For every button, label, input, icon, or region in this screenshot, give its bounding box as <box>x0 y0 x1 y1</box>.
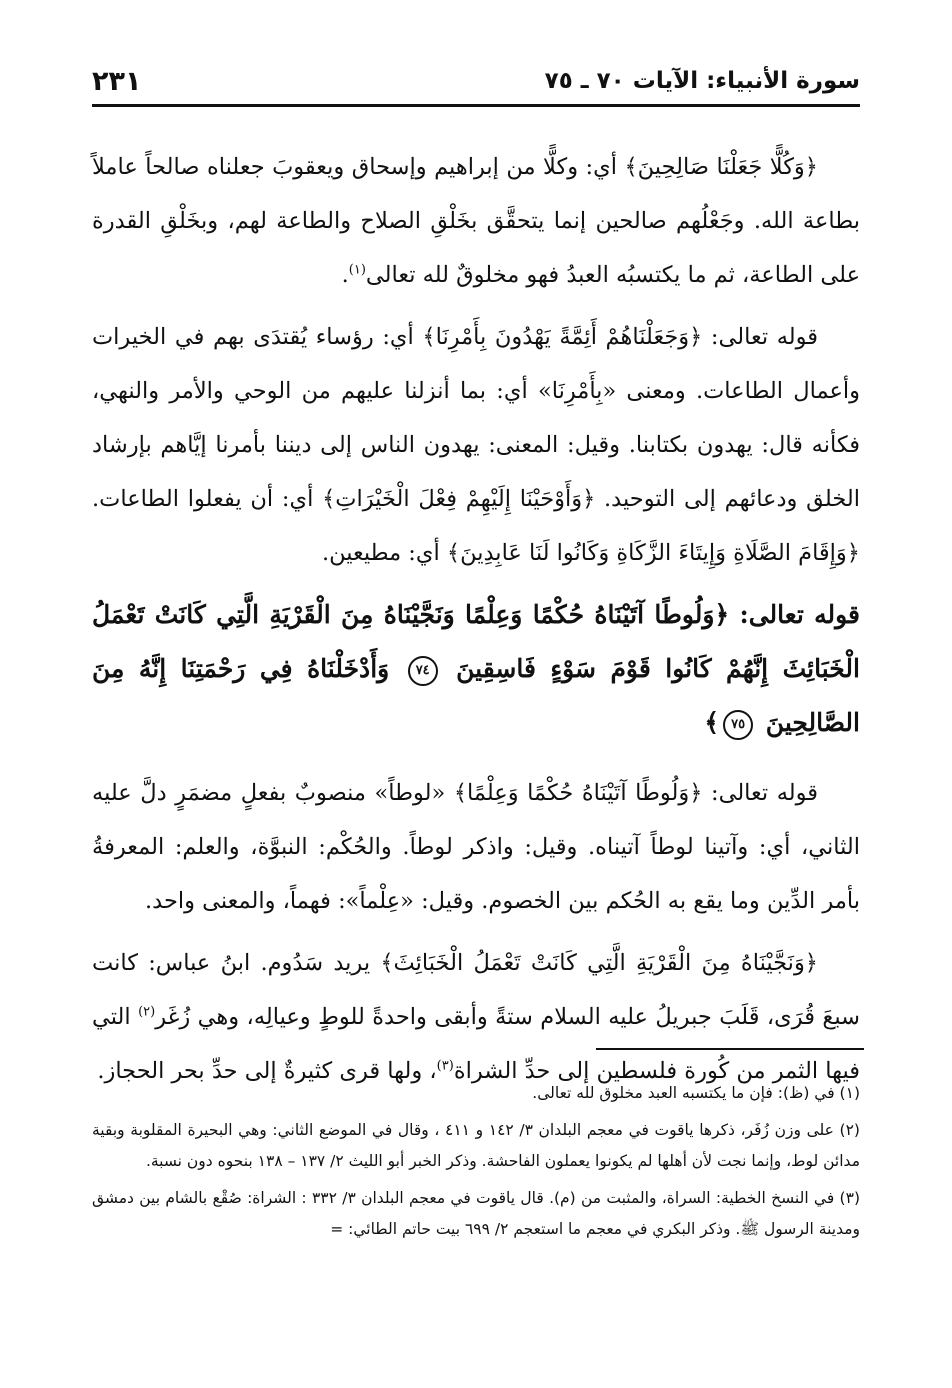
footnotes-section <box>92 1078 860 1251</box>
commentary-text: أي: رؤساء يُقتدَى بهم في الخيرات وأعمال الطاعات. ومعنى «بِأَمْرِنَا» أي: بما أنزلنا عليهم من الوحي والأمر والنهي، فكأنه قال: يهدون بكتابنا. وقيل: المعنى: يهدون الناس إلى ديننا بأمرنا إيَّاهم بإرشاد الخلق ودعائهم إلى التوحيد. <box>92 324 860 512</box>
commentary-text: أي: أن يفعلوا الطاعات. <box>92 486 323 512</box>
commentary-text: أي: مطيعين. <box>321 540 447 566</box>
footnote-ref-3[interactable]: (٣) <box>436 1058 454 1074</box>
footnote-3: (٣) في النسخ الخطية: السراة، والمثبت من (م). قال ياقوت في معجم البلدان ٣/ ٣٣٢ : الشراة: صُقْع بالشام بين دمشق ومدينة الرسول ﷺ. وذكر البكري في معجم ما استعجم ٢/ ٦٩٩ بيت حاتم الطائي: = <box>92 1189 860 1238</box>
quran-quote: ﴿وَجَعَلْنَاهُمْ أَئِمَّةً يَهْدُونَ بِأَمْرِنَا﴾ <box>422 324 703 350</box>
footnote-2: (٢) على وزن زُفَر، ذكرها ياقوت في معجم البلدان ٣/ ١٤٢ و ٤١١ ، وقال في الموضع الثاني: وهي البحيرة المقلوبة وبقية مدائن لوط، وإنما نجت لأن أهلها لم يكونوا يعملون الفاحشة. وذكر الخبر أبو الليث ٢/ ١٣٧ – ١٣٨ بنحوه دون نسبة. <box>92 1121 860 1170</box>
paragraph-2 <box>92 310 860 580</box>
commentary-text: أي: وكلًّا من إبراهيم وإسحاق ويعقوبَ جعلناه صالحاً عاملاً بطاعة الله. وجَعْلُهم صالحين إنما يتحقَّق بخَلْقِ الصلاح والطاعة لهم، وبخَلْقِ القدرة على الطاعة، ثم ما يكتسبُه العبدُ فهو مخلوقٌ لله تعالى <box>92 154 860 288</box>
quran-quote: ﴿وَأَوْحَيْنَا إِلَيْهِمْ فِعْلَ الْخَيْرَاتِ﴾ <box>322 486 596 512</box>
ayah-number-marker: ٧٥ <box>723 710 753 740</box>
surah-title: سورة الأنبياء: الآيات ٧٠ ـ ٧٥ <box>544 68 860 94</box>
main-text <box>92 140 860 1106</box>
paragraph-3 <box>92 766 860 928</box>
commentary-text: التي فيها الثمر من كُورة فلسطين إلى حدِّ الشراة <box>92 1004 860 1084</box>
footnote-separator <box>596 1048 864 1050</box>
quran-quote: ﴿وَلُوطًا آتَيْنَاهُ حُكْمًا وَعِلْمًا﴾ <box>453 780 703 806</box>
ayah-number-marker: ٧٤ <box>408 656 438 686</box>
footnote-ref-1[interactable]: (١) <box>348 262 366 278</box>
footnote-ref-2[interactable]: (٢) <box>138 1004 156 1020</box>
verse-lead: قوله تعالى: <box>729 600 860 629</box>
commentary-text-end: . <box>341 262 349 288</box>
commentary-text: ، ولها قرى كثيرةٌ إلى حدِّ بحر الحجاز. <box>97 1058 437 1084</box>
verse-close-bracket: ﴾ <box>704 708 720 737</box>
paragraph-4 <box>92 936 860 1098</box>
quran-quote: ﴿وَإِقَامَ الصَّلَاةِ وَإِيتَاءَ الزَّكَاةِ وَكَانُوا لَنَا عَابِدِينَ﴾ <box>446 540 860 566</box>
verse-text-74: ﴿وَلُوطًا آتَيْنَاهُ حُكْمًا وَعِلْمًا وَنَجَّيْنَاهُ مِنَ الْقَرْيَةِ الَّتِي كَانَتْ تَعْمَلُ الْخَبَائِثَ إِنَّهُمْ كَانُوا قَوْمَ سَوْءٍ فَاسِقِينَ <box>92 600 860 683</box>
running-header <box>92 60 860 102</box>
commentary-text: يريد سَدُوم. ابنُ عباس: كانت سبعَ قُرَى، قَلَبَ جبريلُ عليه السلام ستةً وأبقى واحدةً للوطٍ وعيالِه، وهي زُغَر <box>92 950 860 1030</box>
quran-quote: ﴿وَنَجَّيْنَاهُ مِنَ الْقَرْيَةِ الَّتِي كَانَتْ تَعْمَلُ الْخَبَائِثَ﴾ <box>380 950 818 976</box>
header-rule <box>92 104 860 107</box>
paragraph-lead: قوله تعالى: <box>702 780 818 806</box>
footnote-1: (١) في (ظ): فإن ما يكتسبه العبد مخلوق لله تعالى. <box>532 1084 860 1102</box>
commentary-text: «لوطاً» منصوبٌ بفعلٍ مضمَرٍ دلَّ عليه الثاني، أي: وآتينا لوطاً آتيناه. وقيل: واذكر لوطاً. والحُكْم: النبوَّة، والعلم: المعرفةُ بأمر الدِّين وما يقع به الحُكم بين الخصوم. وقيل: «عِلْماً»: فهماً، والمعنى واحد. <box>92 780 860 914</box>
verse-text-75: وَأَدْخَلْنَاهُ فِي رَحْمَتِنَا إِنَّهُ مِنَ الصَّالِحِينَ <box>92 654 860 737</box>
verse-block <box>92 588 860 750</box>
page-number: ٢٣١ <box>92 65 142 97</box>
quran-quote: ﴿وَكُلًّا جَعَلْنَا صَالِحِينَ﴾ <box>624 154 818 180</box>
paragraph-lead: قوله تعالى: <box>702 324 819 350</box>
paragraph-1 <box>92 140 860 302</box>
